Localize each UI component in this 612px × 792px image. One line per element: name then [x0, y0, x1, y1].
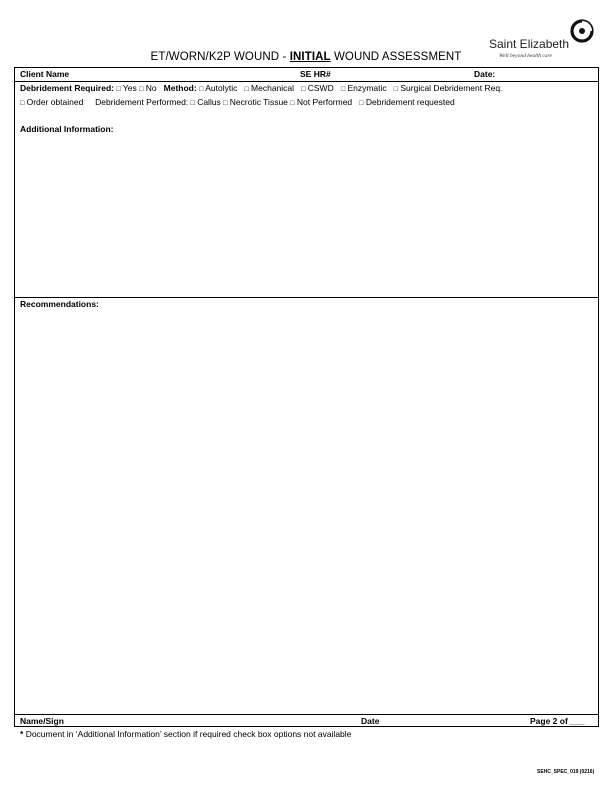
checkbox-icon: □ [301, 85, 306, 93]
method-mechanical-label: Mechanical [251, 83, 295, 93]
performed-necrotic-label: Necrotic Tissue [229, 97, 288, 107]
performed-not-checkbox[interactable] [290, 97, 352, 107]
footer-date-label: Date [361, 716, 380, 726]
order-obtained-label: Order obtained [26, 97, 84, 107]
performed-not-label: Not Performed [296, 97, 353, 107]
method-cswd-checkbox[interactable] [301, 83, 334, 93]
footer-note [20, 729, 351, 739]
checkbox-icon: □ [290, 99, 295, 107]
logo-name: Saint Elizabeth [489, 37, 570, 51]
method-autolytic-label: Autolytic [205, 83, 238, 93]
form-code: SEHC_SPEC_019 (0216) [537, 769, 595, 775]
debridement-performed-row [20, 97, 455, 107]
method-surgical-label: Surgical Debridement Req. [400, 83, 503, 93]
debridement-required-label: Debridement Required: [20, 83, 114, 93]
method-mechanical-checkbox[interactable] [244, 83, 294, 93]
checkbox-icon: □ [359, 99, 364, 107]
title-emphasis: INITIAL [289, 51, 331, 63]
performed-requested-checkbox[interactable] [359, 97, 454, 107]
method-label: Method: [163, 83, 197, 93]
performed-necrotic-checkbox[interactable] [223, 97, 288, 107]
checkbox-icon: □ [244, 85, 249, 93]
checkbox-icon: □ [20, 99, 25, 107]
method-surgical-checkbox[interactable] [394, 83, 503, 93]
note-asterisk: * [20, 729, 24, 739]
page-number-label: Page 2 of ___ [530, 716, 585, 726]
no-checkbox[interactable] [139, 83, 156, 93]
client-name-label: Client Name [20, 69, 70, 79]
checkbox-icon: □ [199, 85, 204, 93]
method-autolytic-checkbox[interactable] [199, 83, 237, 93]
divider-recommendations [15, 714, 598, 715]
note-text: Document in ‘Additional Information’ section if required check box options not available [25, 729, 352, 739]
divider-client-row [15, 81, 598, 82]
order-obtained-checkbox[interactable] [20, 97, 83, 107]
performed-callus-checkbox[interactable] [191, 97, 221, 107]
checkbox-icon: □ [190, 99, 195, 107]
logo-tagline: Well beyond health care [499, 53, 552, 59]
title-prefix: ET/WORN/K2P WOUND - [150, 51, 290, 63]
debridement-required-row [20, 83, 502, 93]
method-enzymatic-label: Enzymatic [347, 83, 387, 93]
checkbox-icon: □ [340, 85, 346, 93]
checkbox-icon: □ [139, 85, 144, 93]
checkbox-icon: □ [393, 85, 398, 93]
recommendations-label: Recommendations: [20, 299, 99, 309]
name-sign-label: Name/Sign [20, 716, 64, 726]
checkbox-icon: □ [223, 99, 228, 107]
title-suffix: WOUND ASSESSMENT [330, 51, 462, 63]
se-hr-label: SE HR# [300, 69, 331, 79]
method-cswd-label: CSWD [307, 83, 334, 93]
debridement-performed-label: Debridement Performed: [95, 97, 189, 107]
recommendations-field[interactable] [16, 313, 596, 711]
method-enzymatic-checkbox[interactable] [341, 83, 387, 93]
performed-callus-label: Callus [197, 97, 221, 107]
yes-checkbox[interactable] [116, 83, 136, 93]
additional-info-label: Additional Information: [20, 124, 114, 134]
no-label: No [145, 83, 157, 93]
checkbox-icon: □ [116, 85, 121, 93]
performed-requested-label: Debridement requested [365, 97, 455, 107]
saint-elizabeth-logo-icon [570, 19, 594, 43]
additional-info-field[interactable] [16, 138, 596, 294]
date-label: Date: [474, 69, 496, 79]
yes-label: Yes [122, 83, 137, 93]
divider-additional-info [15, 297, 598, 298]
